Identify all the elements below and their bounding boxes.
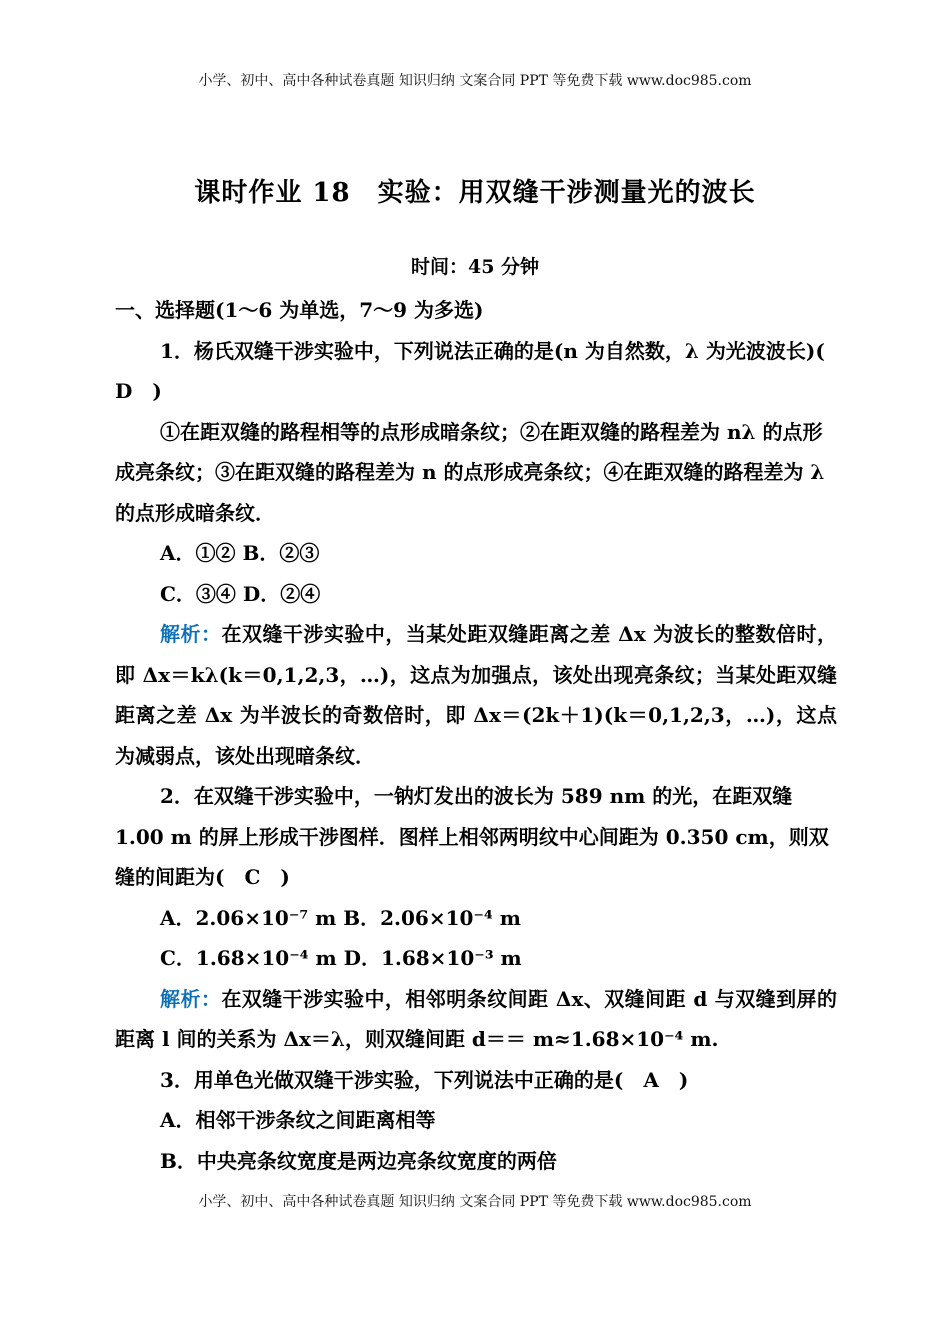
page-title: 课时作业 18 实验：用双缝干涉测量光的波长	[194, 178, 756, 208]
question-2-analysis	[115, 979, 837, 1060]
question-2-stem: 2．在双缝干涉实验中，一钠灯发出的波长为 589 nm 的光，在距双缝 1.00 m 的屏上形成干涉图样．图样上相邻两明纹中心间距为 0.350 cm，则双缝的间距为( C )	[115, 784, 829, 889]
question-1-statements: ①在距双缝的路程相等的点形成暗条纹；②在距双缝的路程差为 nλ 的点形成亮条纹；③在距双缝的路程差为 n 的点形成亮条纹；④在距双缝的路程差为 λ 的点形成暗条纹．	[115, 419, 825, 525]
question-1-stem: 1．杨氏双缝干涉实验中，下列说法正确的是(n 为自然数，λ 为光波波长)( D )	[115, 338, 845, 403]
document-body	[115, 290, 845, 1181]
page-footer: 小学、初中、高中各种试卷真题 知识归纳 文案合同 PPT 等免费下载 www.doc985.com	[198, 1194, 752, 1210]
page-header: 小学、初中、高中各种试卷真题 知识归纳 文案合同 PPT 等免费下载 www.doc985.com	[198, 73, 752, 89]
question-3-stem: 3．用单色光做双缝干涉实验，下列说法中正确的是( A )	[160, 1067, 689, 1092]
question-1-options-cd: C．③④ D．②④	[160, 581, 321, 606]
question-2-options-ab: A．2.06×10⁻⁷ m B．2.06×10⁻⁴ m	[160, 905, 521, 930]
question-1-options-ab: A．①② B．②③	[160, 541, 320, 565]
question-3-option-a: A．相邻干涉条纹之间距离相等	[160, 1108, 436, 1132]
question-2-options-cd: C．1.68×10⁻⁴ m D．1.68×10⁻³ m	[160, 946, 522, 970]
analysis-label: 解析：	[160, 986, 222, 1011]
time-limit: 时间：45 分钟	[410, 256, 540, 278]
analysis-label: 解析：	[160, 622, 222, 646]
analysis-text: 在双缝干涉实验中，当某处距双缝距离之差 Δx 为波长的整数倍时，即 Δx＝kλ(k＝0,1,2,3，…)，这点为加强点，该处出现亮条纹；当某处距双缝距离之差 Δx 为半波长的奇数倍时，即 Δx＝(2k＋1)(k＝0,1,2,3，…)，这点为减弱点，该处出现暗条纹．	[115, 622, 837, 768]
question-3-option-b: B．中央亮条纹宽度是两边亮条纹宽度的两倍	[160, 1148, 557, 1173]
analysis-text: 在双缝干涉实验中，相邻明条纹间距 Δx、双缝间距 d 与双缝到屏的距离 l 间的关系为 Δx＝λ，则双缝间距 d＝＝ m≈1.68×10⁻⁴ m.	[115, 986, 837, 1051]
question-1-analysis	[115, 614, 837, 776]
section-heading: 一、选择题(1～6 为单选，7～9 为多选)	[115, 298, 484, 322]
